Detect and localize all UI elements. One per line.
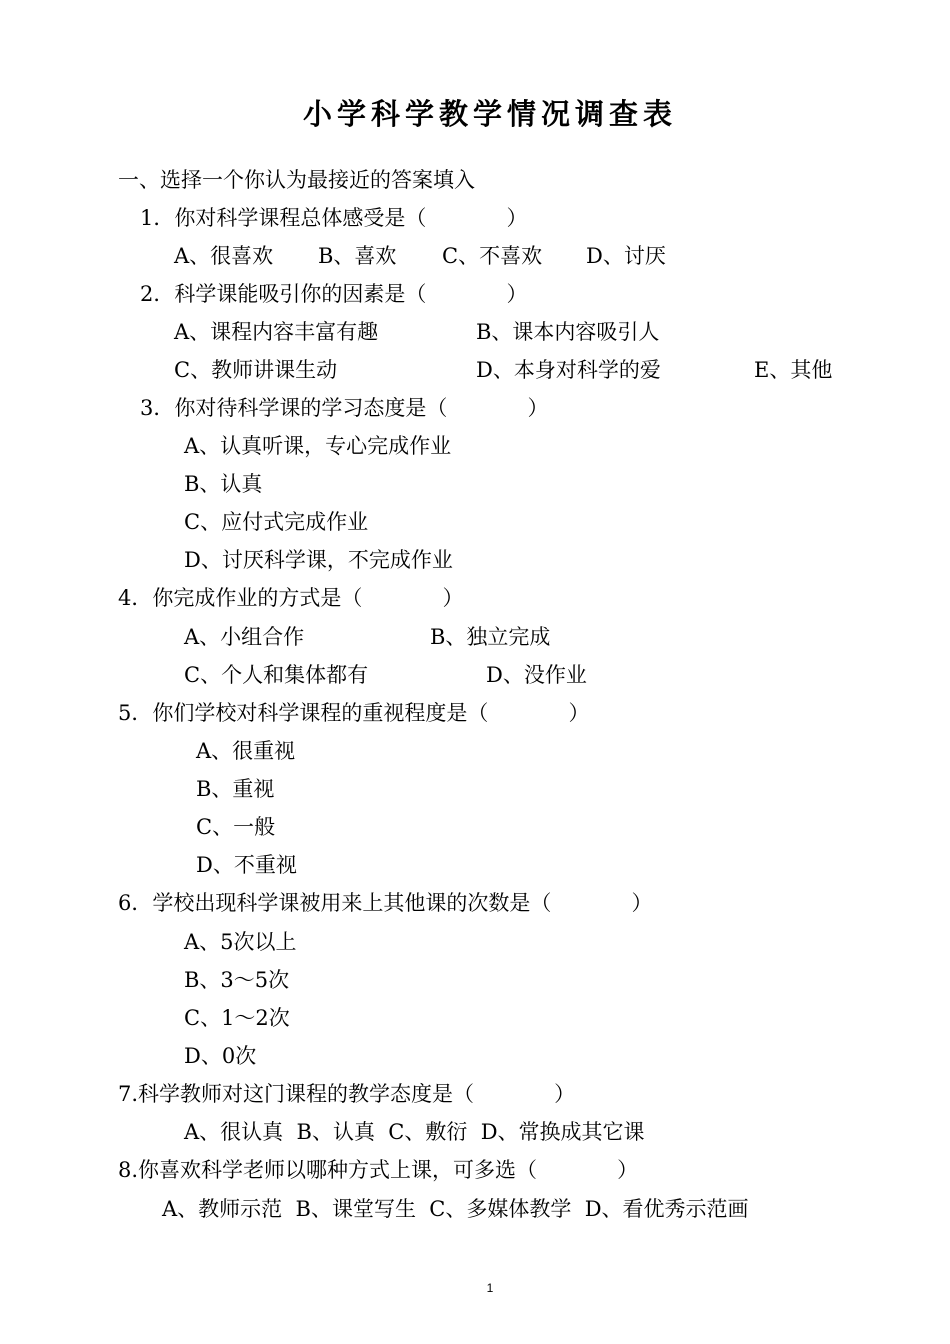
- q1-option-a: A、很喜欢: [174, 244, 274, 268]
- page-title: 小学科学教学情况调查表: [302, 97, 677, 131]
- q7-options: A、很认真 B、认真 C、敷衍 D、常换成其它课: [184, 1120, 645, 1144]
- page-number: 1: [486, 1281, 494, 1295]
- q2-option-d: D、本身对科学的爱: [476, 358, 661, 382]
- question-8: 8.你喜欢科学老师以哪种方式上课，可多选（ ）: [118, 1158, 639, 1182]
- question-7: 7.科学教师对这门课程的教学态度是（ ）: [118, 1082, 576, 1106]
- q2-option-c: C、教师讲课生动: [174, 358, 338, 382]
- q5-option-d: D、不重视: [196, 853, 297, 877]
- q3-option-a: A、认真听课，专心完成作业: [184, 434, 452, 458]
- q8-options: A、教师示范 B、课堂写生 C、多媒体教学 D、看优秀示范画: [162, 1197, 749, 1221]
- q2-option-e: E、其他: [754, 358, 833, 382]
- q1-option-c: C、不喜欢: [442, 244, 543, 268]
- question-6: 6．学校出现科学课被用来上其他课的次数是（ ）: [118, 891, 653, 915]
- q3-option-b: B、认真: [184, 472, 263, 496]
- q4-option-c: C、个人和集体都有: [184, 663, 369, 687]
- q4-option-d: D、没作业: [486, 663, 587, 687]
- section-heading: 一、选择一个你认为最接近的答案填入: [118, 168, 475, 192]
- question-2: 2．科学课能吸引你的因素是（ ）: [140, 282, 528, 306]
- q1-option-d: D、讨厌: [586, 244, 666, 268]
- q3-option-c: C、应付式完成作业: [184, 510, 369, 534]
- q5-option-b: B、重视: [196, 777, 275, 801]
- q6-option-a: A、5次以上: [184, 930, 297, 954]
- q4-option-b: B、独立完成: [430, 625, 551, 649]
- q2-option-b: B、课本内容吸引人: [476, 320, 660, 344]
- question-1: 1．你对科学课程总体感受是（ ）: [140, 206, 528, 230]
- question-3: 3．你对待科学课的学习态度是（ ）: [140, 396, 549, 420]
- q1-option-b: B、喜欢: [318, 244, 397, 268]
- question-4: 4．你完成作业的方式是（ ）: [118, 586, 464, 610]
- q5-option-a: A、很重视: [196, 739, 296, 763]
- question-5: 5．你们学校对科学课程的重视程度是（ ）: [118, 701, 590, 725]
- q6-option-c: C、1～2次: [184, 1006, 290, 1030]
- q4-option-a: A、小组合作: [184, 625, 305, 649]
- q6-option-b: B、3～5次: [184, 968, 290, 992]
- q3-option-d: D、讨厌科学课，不完成作业: [184, 548, 453, 572]
- q6-option-d: D、0次: [184, 1044, 257, 1068]
- q2-option-a: A、课程内容丰富有趣: [174, 320, 379, 344]
- q5-option-c: C、一般: [196, 815, 276, 839]
